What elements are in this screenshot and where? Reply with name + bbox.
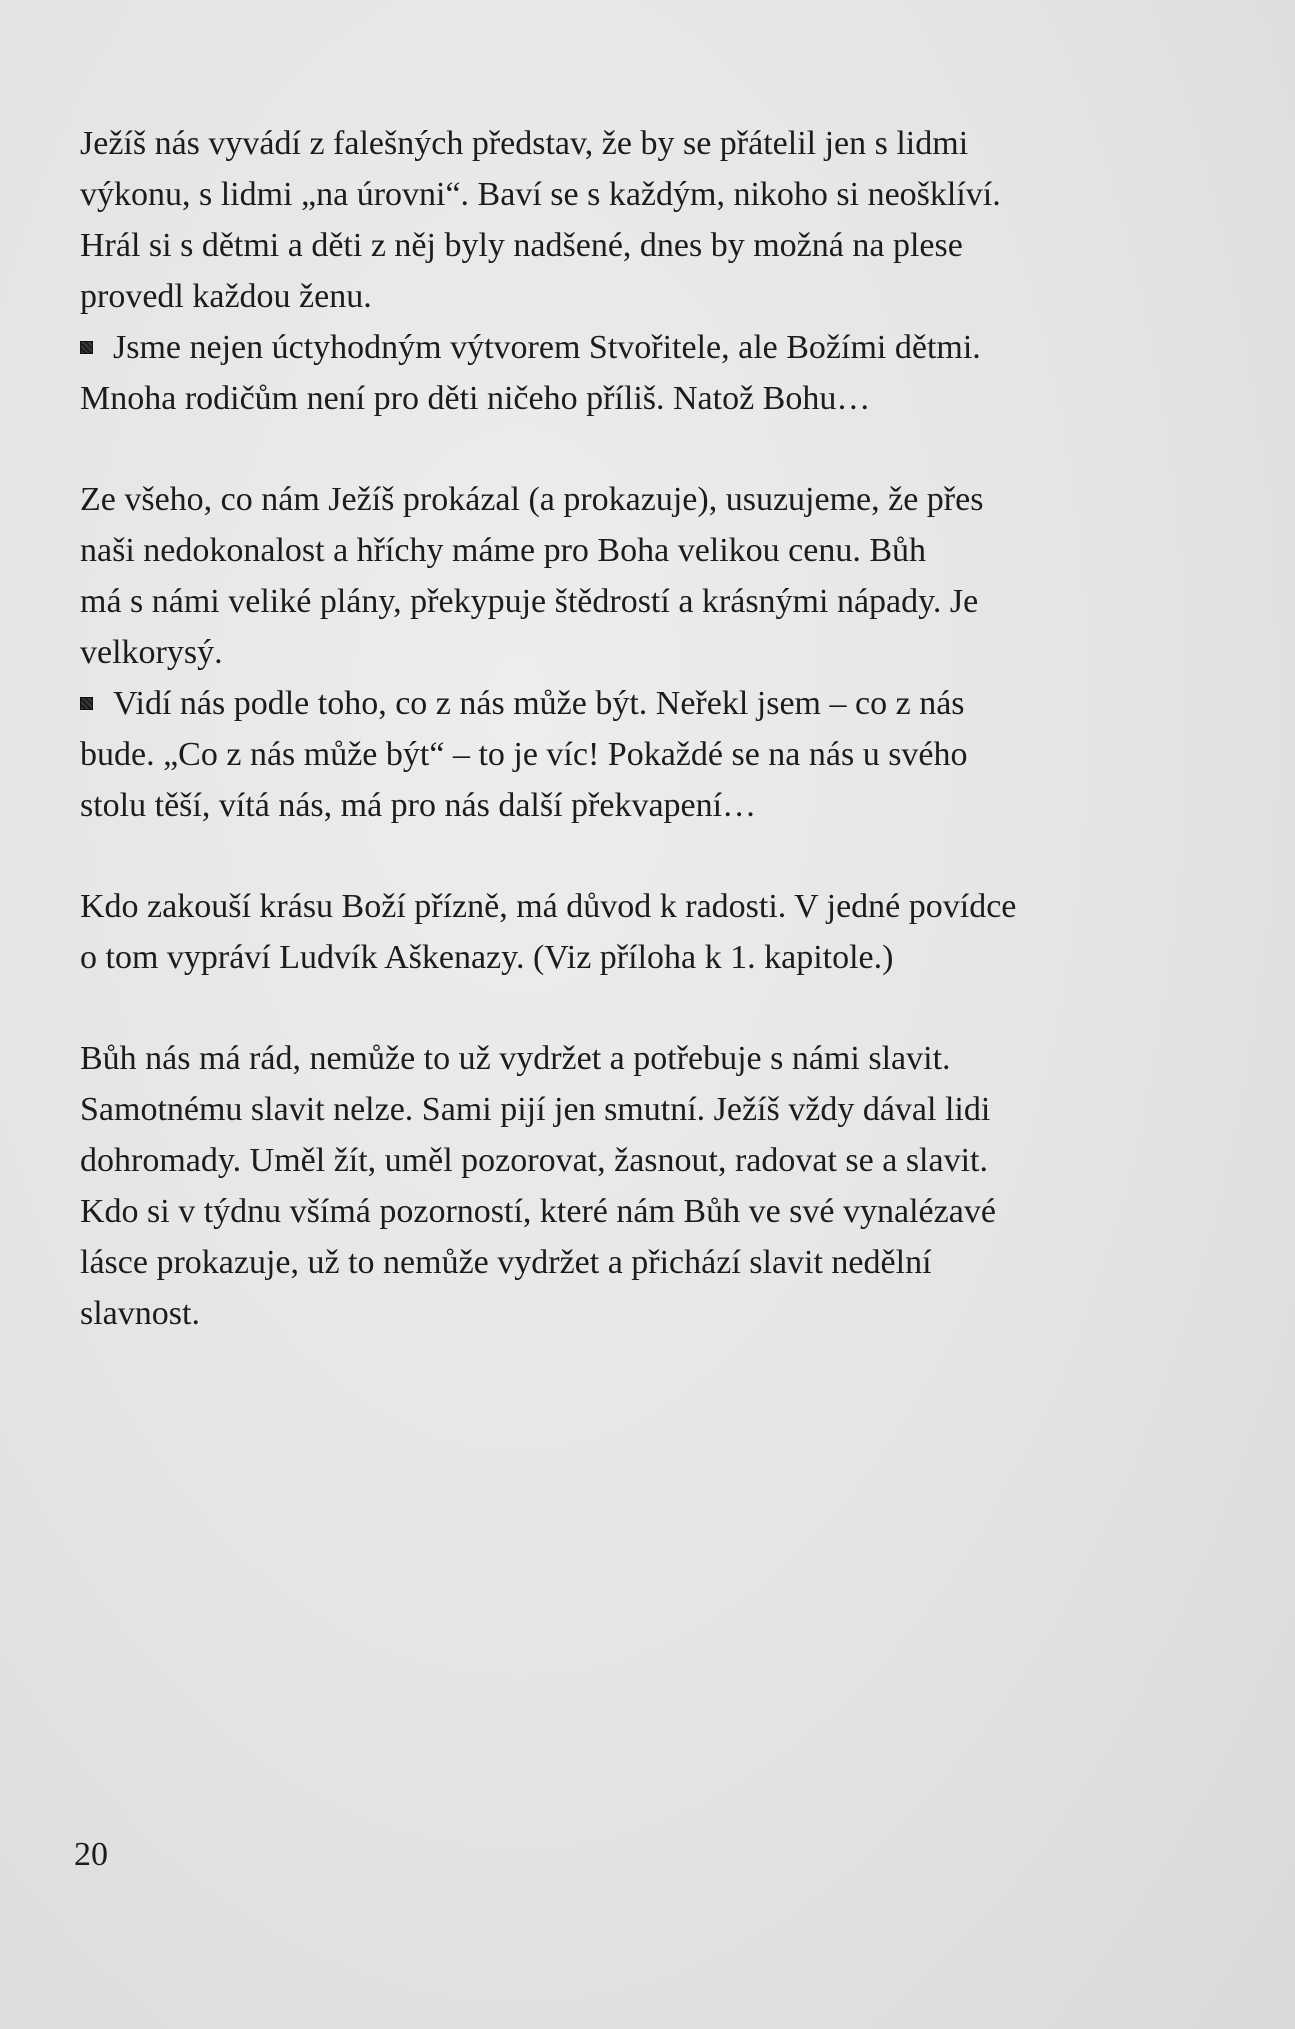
square-bullet-icon <box>80 341 93 354</box>
text-line: Hrál si s dětmi a děti z něj byly nadšené, dnes by možná na plese <box>80 227 963 264</box>
paragraph <box>80 678 1192 831</box>
text-line: Mnoha rodičům není pro děti ničeho příliš. Natož Bohu… <box>80 380 871 417</box>
text-line: dohromady. Uměl žít, uměl pozorovat, žasnout, radovat se a slavit. <box>80 1142 988 1179</box>
text-line-content: Vidí nás podle toho, co z nás může být. Neřekl jsem – co z nás <box>113 685 965 722</box>
paragraph <box>80 118 1192 322</box>
square-bullet-icon <box>80 697 93 710</box>
text-line: velkorysý. <box>80 634 223 671</box>
text-line: provedl každou ženu. <box>80 278 372 315</box>
text-line: Ježíš nás vyvádí z falešných představ, že by se přátelil jen s lidmi <box>80 125 969 162</box>
page-body <box>80 118 1192 1339</box>
text-line <box>80 322 1192 373</box>
page-number: 20 <box>74 1836 108 1873</box>
text-line: Bůh nás má rád, nemůže to už vydržet a potřebuje s námi slavit. <box>80 1040 951 1077</box>
paragraph <box>80 881 1192 983</box>
text-line: Samotnému slavit nelze. Sami pijí jen smutní. Ježíš vždy dával lidi <box>80 1091 991 1128</box>
paragraph <box>80 322 1192 424</box>
text-line-content: Jsme nejen úctyhodným výtvorem Stvořitele, ale Božími dětmi. <box>113 329 981 366</box>
text-line: o tom vypráví Ludvík Aškenazy. (Viz příloha k 1. kapitole.) <box>80 939 894 976</box>
text-line <box>80 678 1192 729</box>
text-line: Kdo si v týdnu všímá pozorností, které nám Bůh ve své vynalézavé <box>80 1193 996 1230</box>
text-line: bude. „Co z nás může být“ – to je víc! Pokaždé se na nás u svého <box>80 736 968 773</box>
text-line: má s námi veliké plány, překypuje štědrostí a krásnými nápady. Je <box>80 583 979 620</box>
text-line: naši nedokonalost a hříchy máme pro Boha velikou cenu. Bůh <box>80 532 927 569</box>
text-line: Kdo zakouší krásu Boží přízně, má důvod k radosti. V jedné povídce <box>80 888 1017 925</box>
text-line: lásce prokazuje, už to nemůže vydržet a přichází slavit nedělní <box>80 1244 932 1281</box>
text-line: výkonu, s lidmi „na úrovni“. Baví se s každým, nikoho si neošklíví. <box>80 176 1001 213</box>
paragraph <box>80 474 1192 678</box>
paragraph <box>80 1033 1192 1339</box>
text-line: Ze všeho, co nám Ježíš prokázal (a prokazuje), usuzujeme, že přes <box>80 481 984 518</box>
text-line: slavnost. <box>80 1295 200 1332</box>
text-line: stolu těší, vítá nás, má pro nás další překvapení… <box>80 787 757 824</box>
